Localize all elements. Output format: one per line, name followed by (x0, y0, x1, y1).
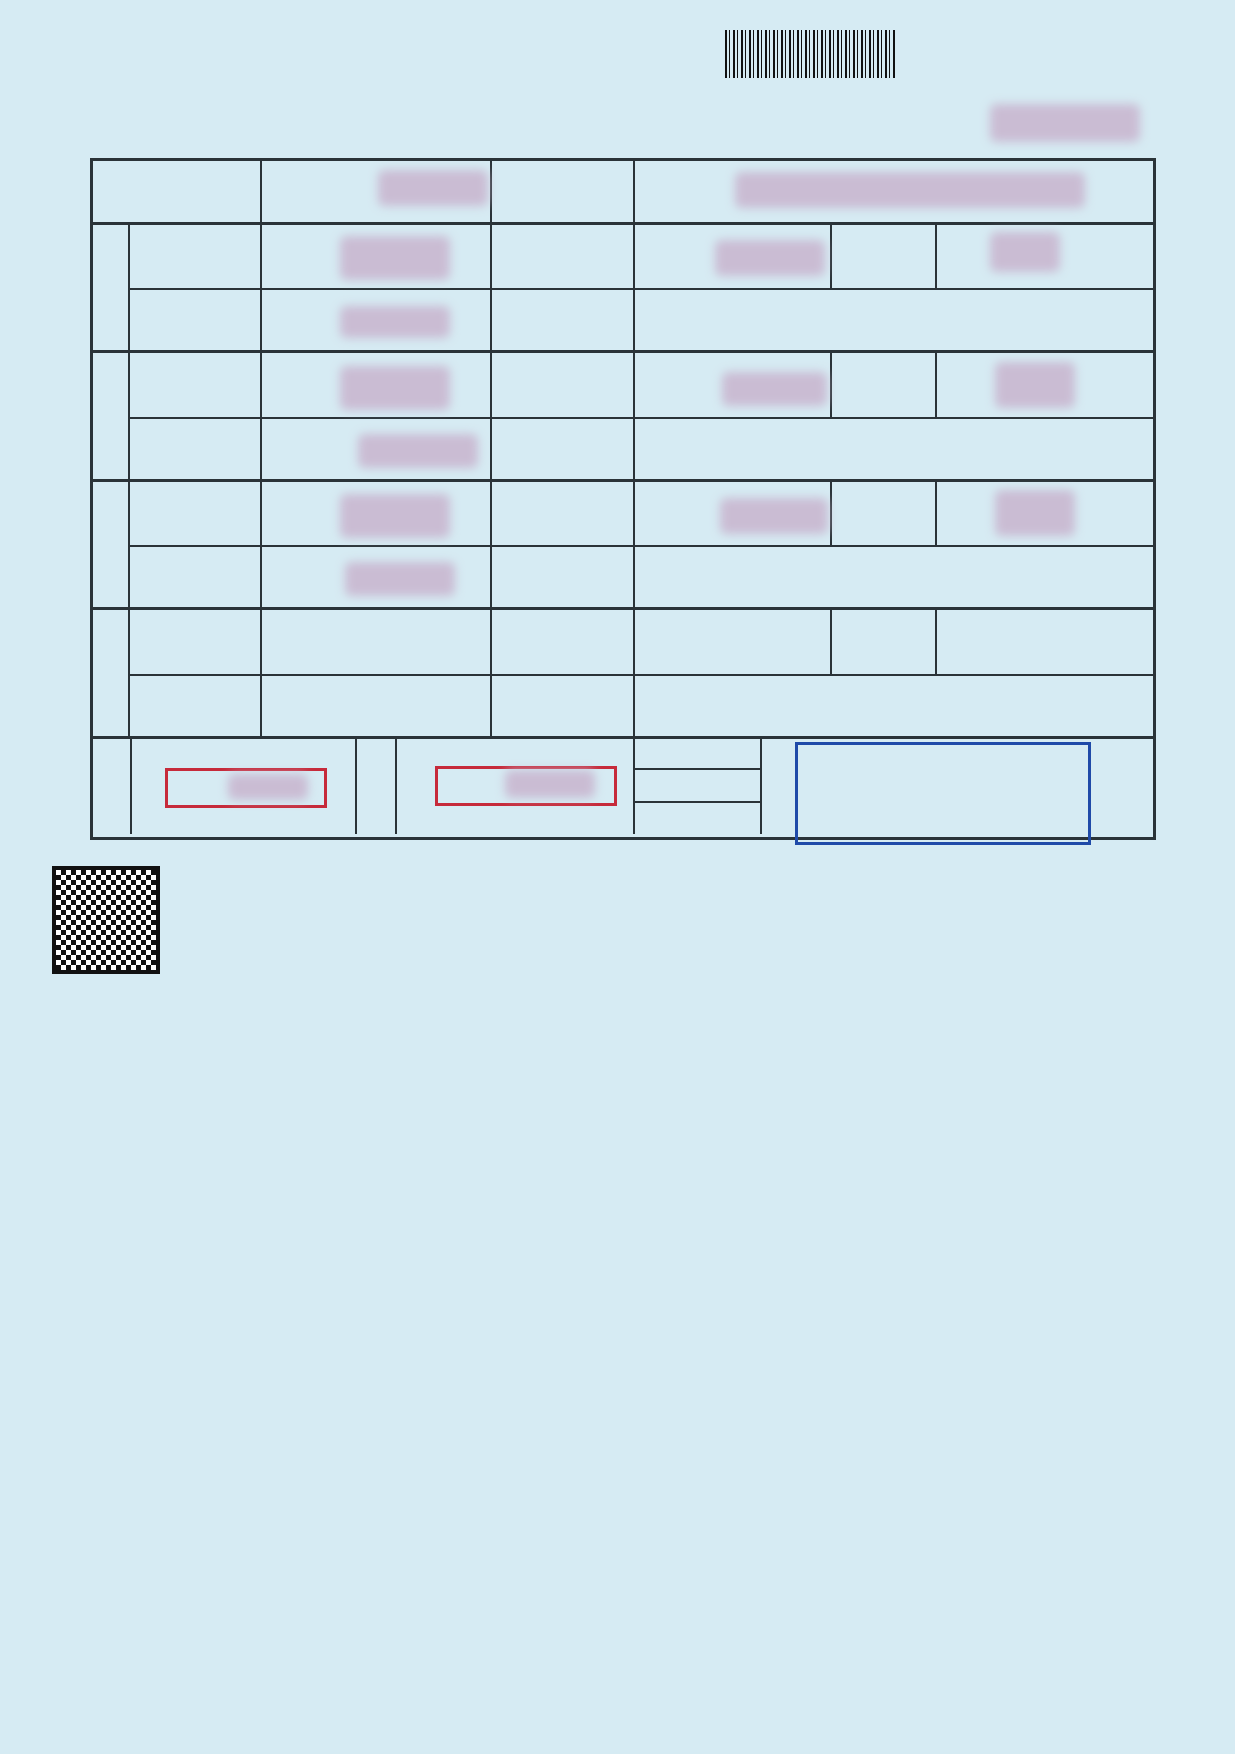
officer-name-redaction (228, 774, 308, 800)
barcode (725, 30, 895, 78)
party-3-name-redaction (340, 494, 450, 538)
party-1-phone-redaction (715, 240, 825, 276)
party-3-phone-redaction (720, 498, 828, 534)
party-2-name-redaction (340, 366, 450, 410)
party-1-plate-redaction (340, 306, 450, 338)
serial-redaction (990, 104, 1140, 142)
party-1-signature-redaction (990, 232, 1060, 272)
station-stamp (795, 742, 1091, 845)
party-3-plate-redaction (345, 562, 455, 596)
party-2-plate-redaction (358, 434, 478, 468)
qr-code[interactable] (52, 866, 160, 974)
address-redaction (735, 172, 1085, 208)
time-redaction (378, 170, 488, 206)
party-2-phone-redaction (722, 372, 827, 406)
party-1-name-redaction (340, 236, 450, 280)
party-2-signature-redaction (995, 362, 1075, 408)
supervisor-name-redaction (505, 770, 595, 798)
party-3-signature-redaction (995, 490, 1075, 536)
